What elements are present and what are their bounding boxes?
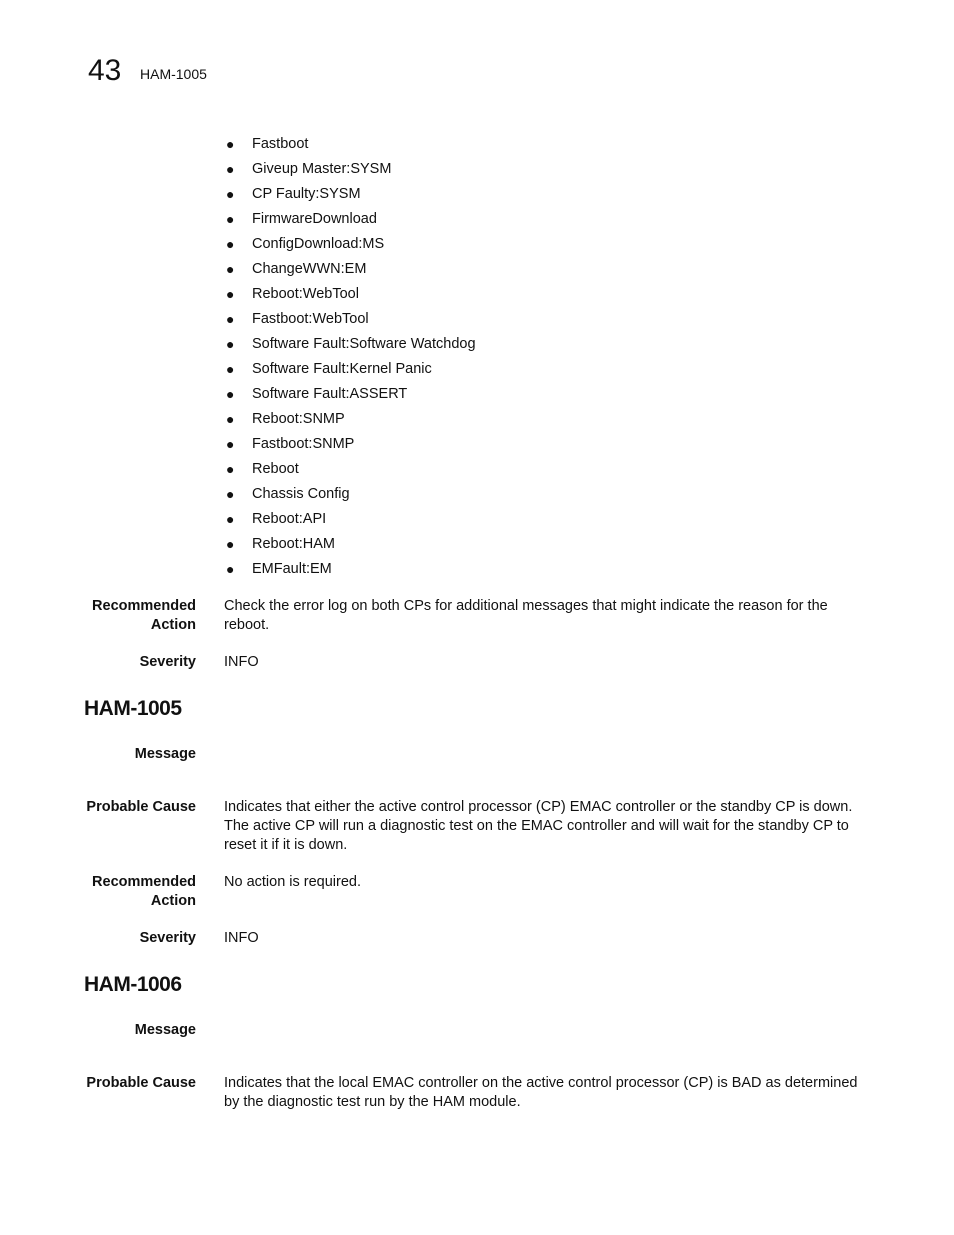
bullet-icon: ● <box>226 511 235 527</box>
list-item: ● Chassis Config <box>226 483 476 508</box>
list-item: ● ConfigDownload:MS <box>226 233 476 258</box>
chapter-number: 43 <box>88 54 122 87</box>
severity-value: INFO <box>224 930 259 946</box>
bullet-icon: ● <box>226 461 235 477</box>
list-item: ● Fastboot:WebTool <box>226 308 476 333</box>
list-item: ● CP Faulty:SYSM <box>226 183 476 208</box>
message-label: Message <box>134 1022 196 1038</box>
reason-list <box>226 133 476 583</box>
bullet-icon: ● <box>226 361 235 377</box>
bullet-icon: ● <box>226 161 235 177</box>
list-item: ● FirmwareDownload <box>226 208 476 233</box>
list-item: ● Reboot:API <box>226 508 476 533</box>
list-item: ● Fastboot:SNMP <box>226 433 476 458</box>
list-item: ● Software Fault:Kernel Panic <box>226 358 476 383</box>
bullet-icon: ● <box>226 136 235 152</box>
bullet-icon: ● <box>226 536 235 552</box>
bullet-icon: ● <box>226 411 235 427</box>
bullet-icon: ● <box>226 261 235 277</box>
bullet-icon: ● <box>226 486 235 502</box>
probable-cause-text: Indicates that either the active control processor (CP) EMAC controller or the standby CP is down. The active CP will run a diagnostic test on the EMAC controller and will wait for the standby CP to reset it if it is down. <box>224 799 853 853</box>
list-item: ● Software Fault:ASSERT <box>226 383 476 408</box>
severity-value: INFO <box>224 654 259 670</box>
bullet-icon: ● <box>226 336 235 352</box>
recommended-action-label: Recommended Action <box>92 874 196 909</box>
probable-cause-label: Probable Cause <box>86 1075 196 1091</box>
bullet-icon: ● <box>226 311 235 327</box>
message-label: Message <box>134 746 196 762</box>
list-item: ● Software Fault:Software Watchdog <box>226 333 476 358</box>
recommended-action-text: No action is required. <box>224 874 362 890</box>
bullet-icon: ● <box>226 386 235 402</box>
list-item: ● EMFault:EM <box>226 558 476 583</box>
list-item: ● Fastboot <box>226 133 476 158</box>
list-item: ● Giveup Master:SYSM <box>226 158 476 183</box>
bullet-icon: ● <box>226 186 235 202</box>
recommended-action-label: Recommended Action <box>92 598 196 633</box>
list-item: ● Reboot:SNMP <box>226 408 476 433</box>
bullet-icon: ● <box>226 436 235 452</box>
bullet-icon: ● <box>226 236 235 252</box>
running-title: HAM-1005 <box>140 66 207 82</box>
probable-cause-text: Indicates that the local EMAC controller on the active control processor (CP) is BAD as determined by the diagnostic test run by the HAM module. <box>224 1075 858 1110</box>
severity-label: Severity <box>139 930 196 946</box>
section-heading-ham-1006: HAM-1006 <box>84 973 182 996</box>
list-item: ● Reboot:WebTool <box>226 283 476 308</box>
bullet-icon: ● <box>226 286 235 302</box>
list-item: ● Reboot <box>226 458 476 483</box>
severity-label: Severity <box>139 654 196 670</box>
recommended-action-text: Check the error log on both CPs for additional messages that might indicate the reason for the reboot. <box>224 598 828 633</box>
probable-cause-label: Probable Cause <box>86 799 196 815</box>
section-heading-ham-1005: HAM-1005 <box>84 697 182 720</box>
bullet-icon: ● <box>226 211 235 227</box>
list-item: ● ChangeWWN:EM <box>226 258 476 283</box>
list-item: ● Reboot:HAM <box>226 533 476 558</box>
bullet-icon: ● <box>226 561 235 577</box>
